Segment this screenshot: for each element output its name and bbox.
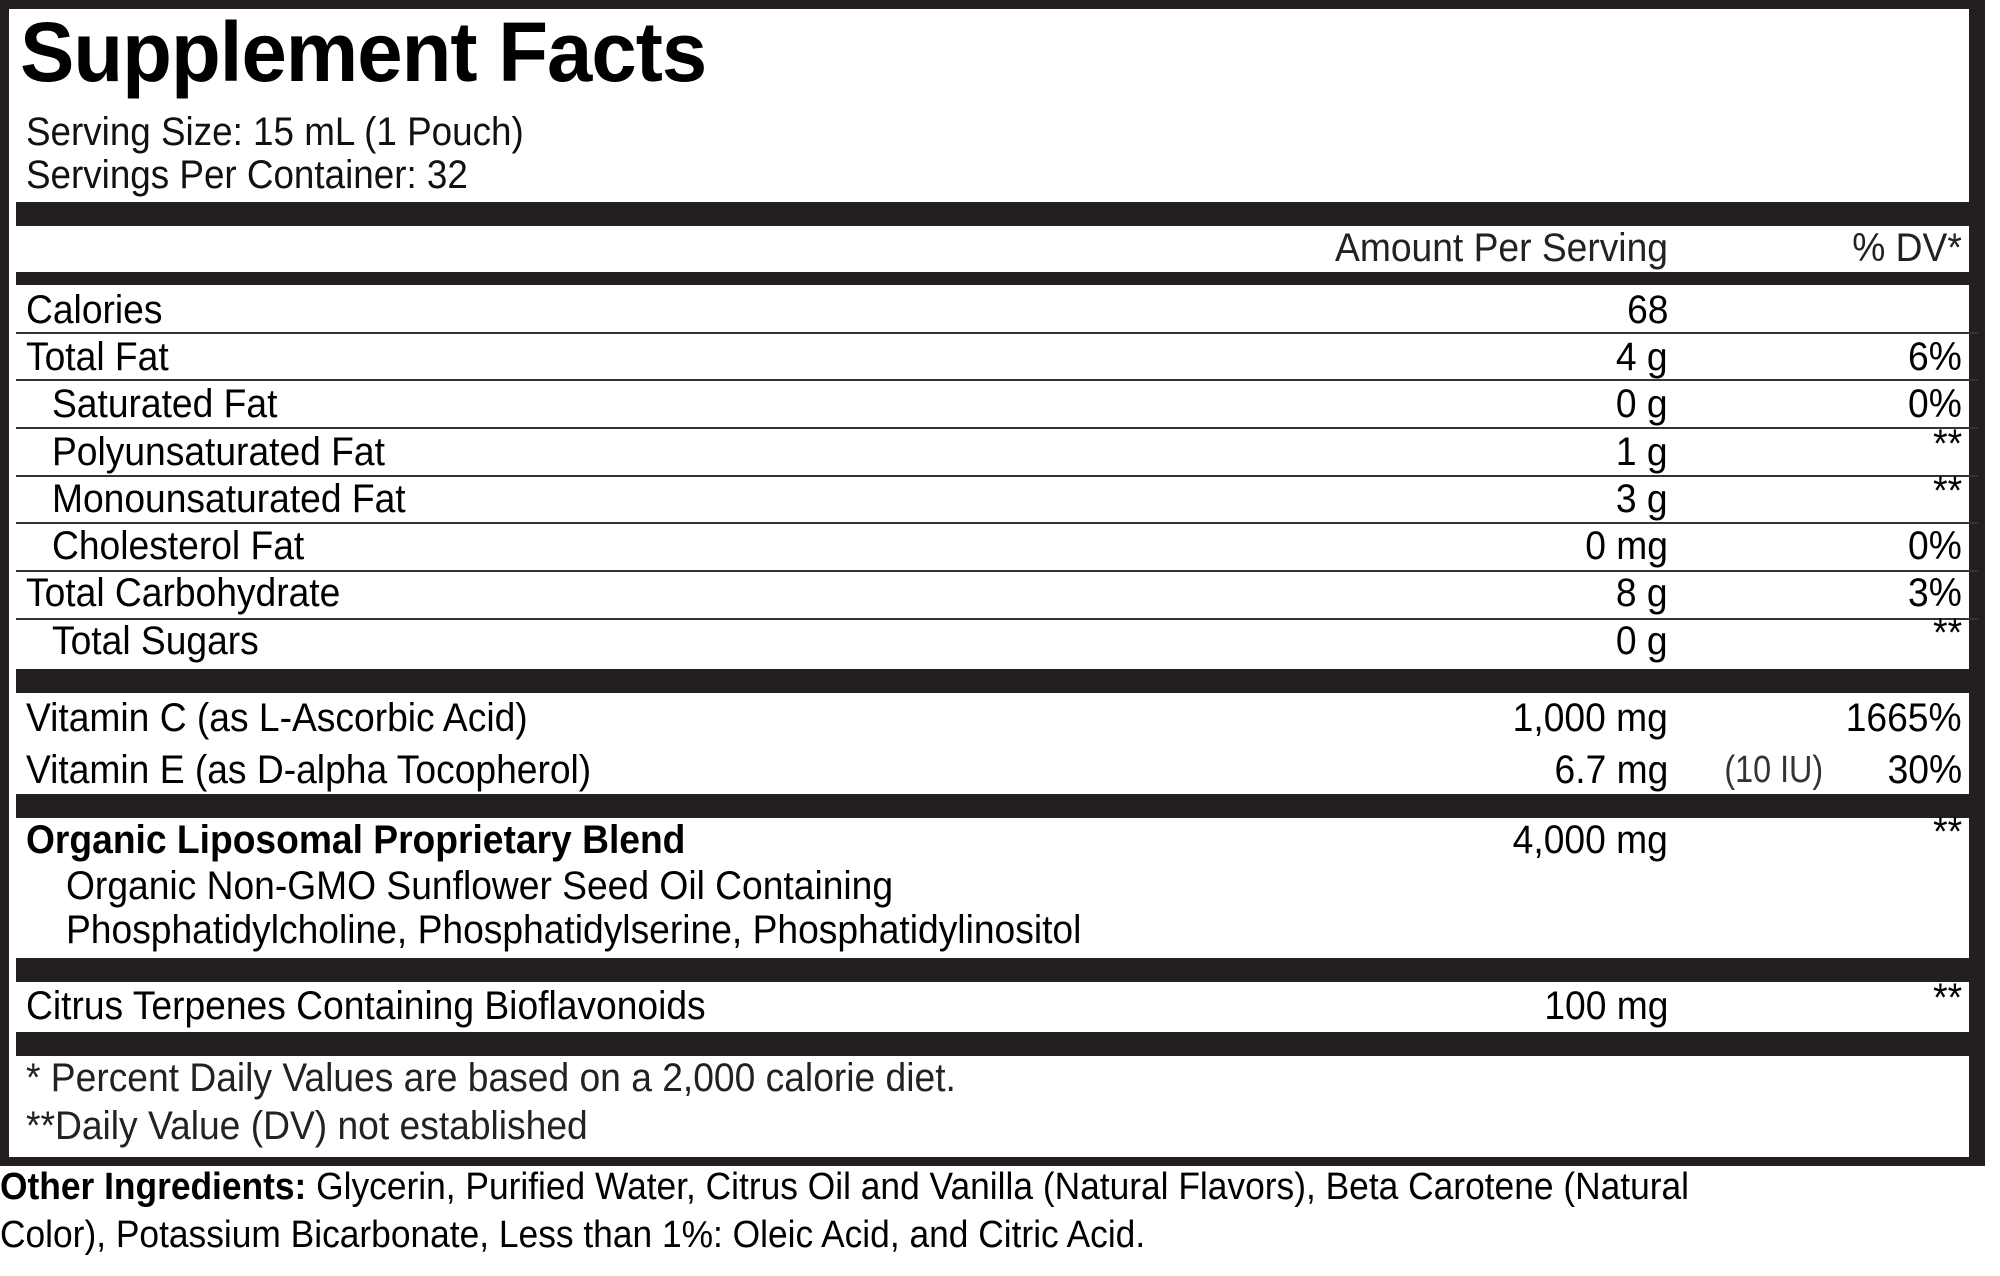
thick-divider [16,669,1978,693]
thick-divider [16,202,1978,226]
thick-divider [16,272,1978,285]
nutrient-name: Monounsaturated Fat [52,477,406,521]
blend-detail [16,908,1978,952]
vitamin-amount: 6.7 mg [1554,748,1668,792]
other-ingredients-line-1 [0,1168,1689,1206]
thick-divider [16,1032,1978,1056]
blend-dv: ** [1933,810,1962,854]
nutrient-row [16,469,1978,521]
vitamin-iu: (10 IU) [1724,749,1823,791]
dv-header: % DV* [1852,226,1962,270]
nutrient-amount: 1 g [1616,430,1668,474]
other-ingredients-label: Other Ingredients: [0,1166,307,1208]
vitamin-dv: 1665% [1846,696,1962,740]
blend-line-1: Organic Non-GMO Sunflower Seed Oil Containing [66,864,894,908]
vitamin-row [16,696,1978,740]
nutrient-row [16,524,1978,568]
thin-divider [16,427,1978,429]
nutrient-amount: 0 mg [1585,524,1668,568]
nutrient-row [16,288,1978,332]
nutrient-amount: 0 g [1616,382,1668,426]
vitamin-dv: 30% [1887,748,1962,792]
other-ingredients-text: Glycerin, Purified Water, Citrus Oil and Vanilla (Natural Flavors), Beta Carotene (Natural [306,1166,1690,1208]
nutrient-dv: 0% [1908,382,1962,426]
nutrient-dv: ** [1933,422,1962,466]
nutrient-amount: 8 g [1616,571,1668,615]
nutrient-row [16,422,1978,474]
vitamin-name: Vitamin E (as D-alpha Tocopherol) [26,748,592,792]
nutrient-name: Total Carbohydrate [26,571,341,615]
footnote-dv: * Percent Daily Values are based on a 2,000 calorie diet. [26,1056,956,1100]
nutrient-dv: 3% [1908,571,1962,615]
nutrient-name: Cholesterol Fat [52,524,305,568]
thin-divider [16,379,1978,381]
nutrient-amount: 68 [1626,288,1668,332]
nutrient-row [16,571,1978,615]
citrus-dv: ** [1933,976,1962,1020]
nutrient-row [16,611,1978,663]
nutrient-dv: ** [1933,611,1962,655]
amount-header: Amount Per Serving [1335,226,1668,270]
citrus-name: Citrus Terpenes Containing Bioflavonoids [26,984,706,1028]
nutrient-name: Total Fat [26,335,169,379]
blend-row [16,810,1978,862]
nutrient-amount: 3 g [1616,477,1668,521]
nutrient-name: Polyunsaturated Fat [52,430,385,474]
servings-per-container: Servings Per Container: 32 [26,153,468,197]
nutrient-name: Calories [26,288,163,332]
nutrient-dv: ** [1933,469,1962,513]
blend-detail [16,864,1978,908]
blend-name: Organic Liposomal Proprietary Blend [26,818,686,862]
column-header-row [16,226,1978,270]
nutrient-amount: 0 g [1616,619,1668,663]
vitamin-row [16,748,1978,792]
thin-divider [16,332,1978,334]
nutrient-dv: 0% [1908,524,1962,568]
nutrient-dv: 6% [1908,335,1962,379]
nutrient-amount: 4 g [1616,335,1668,379]
thick-divider [16,958,1978,982]
nutrient-row [16,382,1978,426]
serving-size: Serving Size: 15 mL (1 Pouch) [26,110,524,154]
vitamin-amount: 1,000 mg [1512,696,1668,740]
citrus-amount: 100 mg [1543,984,1668,1028]
footnote-not-established: **Daily Value (DV) not established [26,1104,588,1148]
vitamin-name: Vitamin C (as L-Ascorbic Acid) [26,696,528,740]
citrus-row [16,976,1978,1028]
blend-amount: 4,000 mg [1512,818,1668,862]
nutrient-name: Saturated Fat [52,382,278,426]
nutrient-row [16,335,1978,379]
other-ingredients-line-2: Color), Potassium Bicarbonate, Less than 1%: Oleic Acid, and Citric Acid. [0,1214,1146,1256]
blend-line-2: Phosphatidylcholine, Phosphatidylserine, Phosphatidylinositol [66,908,1082,952]
panel-title: Supplement Facts [20,5,707,99]
nutrient-name: Total Sugars [52,619,259,663]
thick-divider [16,794,1978,818]
